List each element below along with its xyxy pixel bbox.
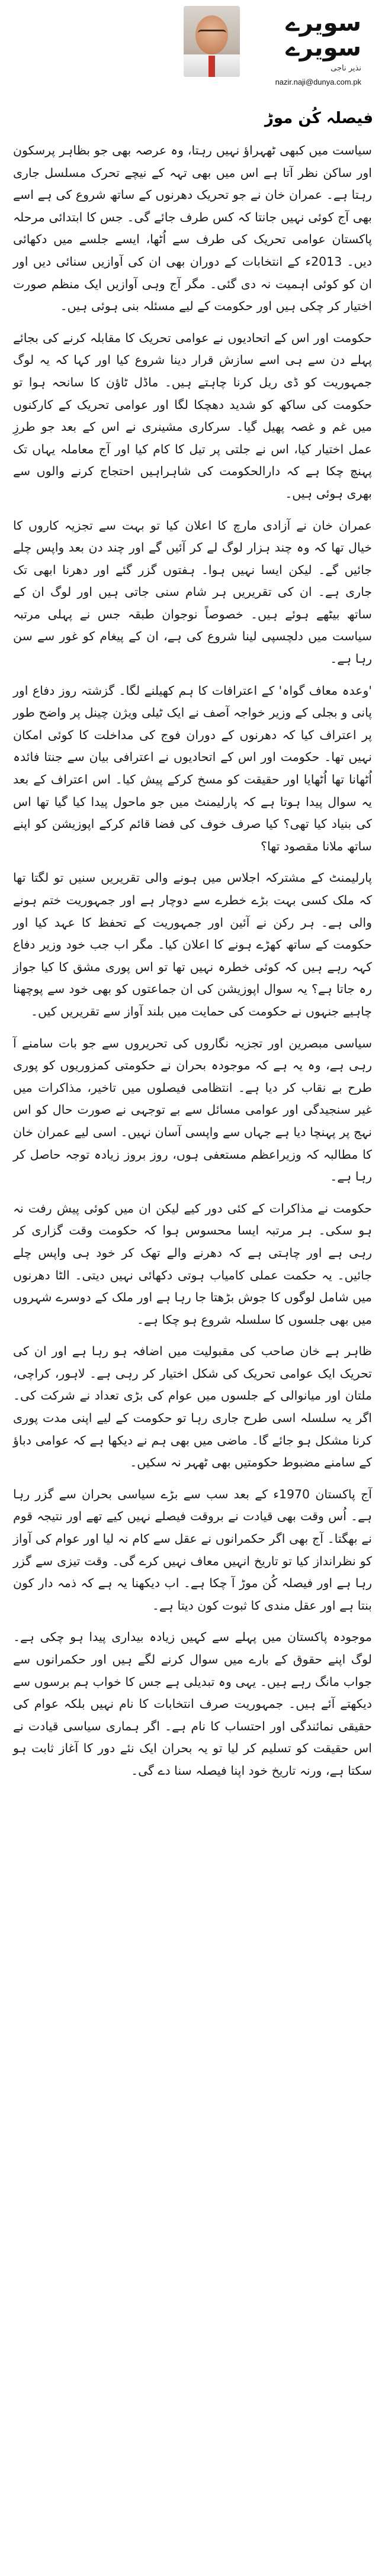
article-paragraph: موجودہ پاکستان میں پہلے سے کہیں زیادہ بیداری پیدا ہو چکی ہے۔ لوگ اپنے حقوق کے بارے میں سوال کرنے لگے ہیں اور حکمرانوں سے جواب مانگ رہے ہیں۔ یہی وہ تبدیلی ہے جس کا خواب ہم برسوں سے دیکھتے آئے ہیں۔ جمہوریت صرف انتخابات کا نام نہیں بلکہ عوام کی حقیقی نمائندگی اور احتساب کا نام ہے۔ اگر ہماری سیاسی قیادت نے اس حقیقت کو تسلیم کر لیا تو یہ بحران ایک نئے دور کا آغاز ثابت ہو سکتا ہے، ورنہ تاریخ خود اپنا فیصلہ سنا دے گی۔ <box>13 1630 372 1778</box>
column-title: سویرے سویرے <box>285 9 361 62</box>
author-email[interactable]: nazir.naji@dunya.com.pk <box>275 78 361 86</box>
article-paragraph: ظاہر ہے خان صاحب کی مقبولیت میں اضافہ ہو رہا ہے اور ان کی تحریک ایک عوامی تحریک کی شکل اختیار کر رہی ہے۔ لاہور، کراچی، ملتان اور میانوالی کے جلسوں میں عوام کی بڑی تعداد نے شرکت کی۔ اگر یہ سلسلہ اسی طرح جاری رہا تو حکومت کے لیے اپنی مدت پوری کرنا مشکل ہو جائے گا۔ ماضی میں بھی ہم نے دیکھا ہے کہ عوامی دباؤ کے سامنے مضبوط حکومتیں بھی ٹھہر نہ سکیں۔ <box>13 1344 372 1470</box>
author-name: نذیر ناجی <box>331 64 361 73</box>
article-body <box>13 140 372 1792</box>
article-headline: فیصلہ کُن موڑ <box>264 109 373 127</box>
article-paragraph: آج پاکستان 1970ء کے بعد سب سے بڑے سیاسی بحران سے گزر رہا ہے۔ اُس وقت بھی قیادت نے بروقت فیصلے نہیں کیے تھے اور نتیجہ قوم نے بھگتا۔ آج بھی اگر حکمرانوں نے عقل سے کام نہ لیا اور عوام کی آواز کو نظرانداز کیا تو تاریخ انہیں معاف نہیں کرے گی۔ وقت تیزی سے گزر رہا ہے اور فیصلہ کُن موڑ آ چکا ہے۔ اب دیکھنا یہ ہے کہ ذمہ دار کون بنتا ہے اور عقل مندی کا ثبوت کون دیتا ہے۔ <box>13 1487 372 1613</box>
article-paragraph: 'وعدہ معاف گواہ' کے اعترافات کا ہم کھیلنے لگا۔ گزشتہ روز دفاع اور پانی و بجلی کے وزیر خواجہ آصف نے ایک ٹیلی ویژن چینل پر واضح طور پر اعتراف کیا کہ دھرنوں کے دوران فوج کی مداخلت کا کوئی امکان نہیں تھا۔ حکومت اور اس کے اتحادیوں نے اعترافی بیان سے جنتا فائدہ اُٹھانا تھا اُٹھایا اور حقیقت کو مسخ کرکے پیش کیا۔ اس اعتراف کے بعد یہ سوال پیدا ہوتا ہے کہ پارلیمنٹ میں جو ماحول پیدا کیا گیا تھا اس کی بنیاد کیا تھی؟ کیا صرف خوف کی فضا قائم کرکے اپوزیشن کو اپنے ساتھ ملانا مقصود تھا؟ <box>13 683 372 853</box>
author-photo <box>184 6 240 77</box>
article-paragraph: عمران خان نے آزادی مارچ کا اعلان کیا تو بہت سے تجزیہ کاروں کا خیال تھا کہ وہ چند ہزار لوگ لے کر آئیں گے اور چند دن بعد واپس چلے جائیں گے۔ لیکن ایسا نہیں ہوا۔ ہفتوں گزر گئے اور دھرنا ابھی تک جاری ہے۔ ان کی تقریریں ہر شام سنی جاتی ہیں اور لوگ ان کے ساتھ بیٹھے ہوئے ہیں۔ خصوصاً نوجوان طبقہ جس نے پہلی مرتبہ سیاست میں دلچسپی لینا شروع کی ہے، ان کے پیغام کو غور سے سن رہا ہے۔ <box>13 518 372 666</box>
column-header <box>184 6 361 101</box>
article-paragraph: سیاسی مبصرین اور تجزیہ نگاروں کی تحریروں سے جو بات سامنے آ رہی ہے، وہ یہ ہے کہ موجودہ بحران نے حکومتی کمزوریوں کو پوری طرح بے نقاب کر دیا ہے۔ انتظامی فیصلوں میں تاخیر، مذاکرات میں غیر سنجیدگی اور عوامی مسائل سے بے توجہی نے صورت حال کو اس نہج پر پہنچا دیا ہے جہاں سے واپسی آسان نہیں۔ اسی لیے عمران خان کا مطالبہ کہ وزیراعظم مستعفی ہوں، روز بروز زیادہ توجہ حاصل کر رہا ہے۔ <box>13 1036 372 1184</box>
column-logo <box>243 11 361 86</box>
article-paragraph: حکومت اور اس کے اتحادیوں نے عوامی تحریک کا مقابلہ کرنے کی بجائے پہلے دن سے ہی اسے سازش قرار دینا شروع کیا اور کہا کہ یہ لوگ جمہوریت کو ڈی ریل کرنا چاہتے ہیں۔ ماڈل ٹاؤن کا سانحہ ہوا تو حکومت کی ساکھ کو شدید دھچکا لگا اور عوامی تحریک کے کارکنوں میں غم و غصہ پھیل گیا۔ سرکاری مشینری نے اس کے بعد جو طرزِ عمل اختیار کیا، اس نے جلتی پر تیل کا کام کیا اور آج معاملہ یہاں تک پہنچ چکا ہے کہ دارالحکومت کی شاہراہیں احتجاج کرنے والوں سے بھری ہوئی ہیں۔ <box>13 330 372 501</box>
article-paragraph: پارلیمنٹ کے مشترکہ اجلاس میں ہونے والی تقریریں سنیں تو لگتا تھا کہ ملک کسی بہت بڑے خطرے سے دوچار ہے اور جمہوریت ختم ہونے والی ہے۔ ہر رکن نے آئین اور جمہوریت کے تحفظ کا عہد کیا اور حکومت کے ساتھ کھڑے ہونے کا اعلان کیا۔ مگر اب جب خود وزیر دفاع کہہ رہے ہیں کہ کوئی خطرہ نہیں تھا تو اس پوری مشق کا کیا جواز رہ جاتا ہے؟ یہ سوال اپوزیشن کی ان جماعتوں کو بھی خود سے پوچھنا چاہیے جنہوں نے حکومت کی حمایت میں بلند آواز سے تقریریں کیں۔ <box>13 871 372 1018</box>
article-paragraph: سیاست میں کبھی ٹھہراؤ نہیں رہتا، وہ عرصہ بھی جو بظاہر پرسکون اور ساکن نظر آتا ہے اس میں بھی تہہ کے نیچے تحرک مسلسل جاری رہتا ہے۔ عمران خان نے جو تحریک دھرنوں کے ساتھ شروع کی ہے اسے بھی آج کوئی نہیں جانتا کہ کس طرف جائے گی۔ جس کا ابتدائی مرحلہ پاکستان عوامی تحریک کی طرف سے اُٹھا، ایسے جلسے میں دکھائی دیں۔ 2013ء کے انتخابات کے دوران بھی ان کی آوازیں سنائی دیں اور ان کو کوئی اہمیت نہ دی گئی۔ مگر آج وہی آوازیں ایک منظم صورت اختیار کر چکی ہیں اور حکومت کے لیے مسئلہ بنی ہوئی ہیں۔ <box>13 143 372 314</box>
article-paragraph: حکومت نے مذاکرات کے کئی دور کیے لیکن ان میں کوئی پیش رفت نہ ہو سکی۔ ہر مرتبہ ایسا محسوس ہوا کہ حکومت وقت گزاری کر رہی ہے اور چاہتی ہے کہ دھرنے والے تھک کر خود ہی واپس چلے جائیں۔ یہ حکمت عملی کامیاب ہوتی دکھائی نہیں دیتی۔ الٹا دھرنوں میں شامل لوگوں کا جوش بڑھتا جا رہا ہے اور ملک کے دوسرے شہروں میں بھی جلسوں کا سلسلہ شروع ہو چکا ہے۔ <box>13 1201 372 1327</box>
